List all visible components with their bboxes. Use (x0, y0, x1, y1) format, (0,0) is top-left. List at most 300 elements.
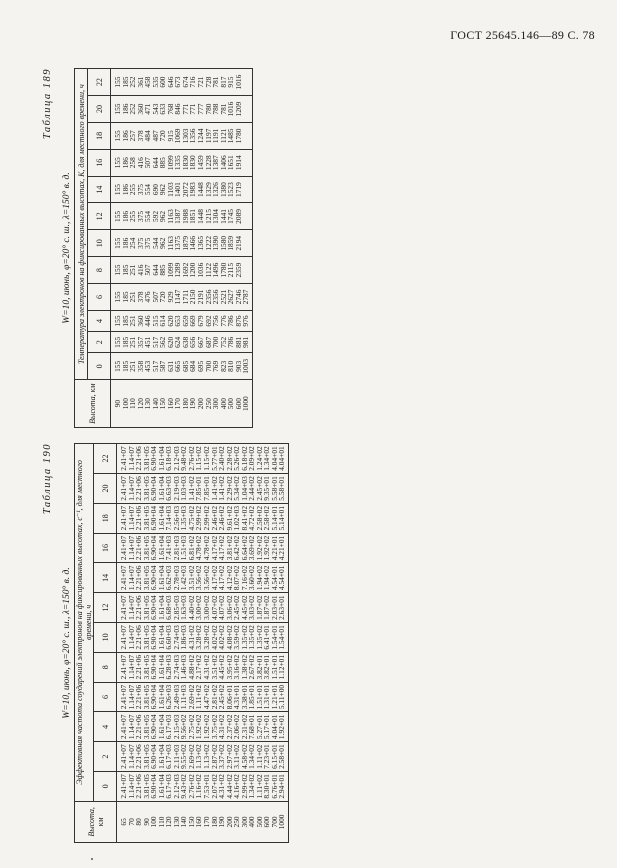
value-cell: 1.61+04 (158, 652, 166, 682)
value-cell: 7.23+01 (263, 742, 271, 772)
value-cell: 4.78+02 (203, 533, 211, 563)
time-header: 8 (88, 257, 111, 284)
value-cell: 1.11+02 (256, 772, 264, 802)
value-cell: 3.95+02 (226, 652, 234, 682)
value-cell: 4.72+02 (248, 503, 256, 533)
value-cell: 1496 (212, 257, 220, 284)
altitude-cell: 100 (150, 801, 158, 842)
value-cell: 885 (159, 149, 167, 176)
value-cell: 4.54+01 (278, 563, 288, 593)
table-row (117, 444, 128, 843)
value-cell: 2.76+02 (188, 444, 196, 474)
value-cell: 375 (137, 176, 145, 203)
value-cell: 2.85+03 (173, 593, 181, 623)
value-cell: 1.61+04 (158, 503, 166, 533)
value-cell: 644 (152, 257, 160, 284)
value-cell: 2.56+03 (173, 503, 181, 533)
value-cell: 9.55+02 (180, 742, 188, 772)
value-cell: 6.64+02 (241, 533, 249, 563)
value-cell: 1830 (182, 149, 190, 176)
value-cell: 186 (122, 122, 130, 149)
altitude-cell: 90 (143, 801, 151, 842)
value-cell: 6.90+04 (150, 503, 158, 533)
value-cell: 903 (235, 353, 243, 380)
value-cell: 258 (129, 149, 137, 176)
table-title: W=10, июнь, φ=20° с. ш., λ=150° в. д. (62, 567, 72, 719)
altitude-cell: 100 (122, 380, 130, 428)
time-header: 2 (94, 742, 117, 772)
value-cell: 4.44+02 (226, 772, 234, 802)
value-cell: 4.31+01 (233, 682, 241, 712)
value-cell: 6.90+04 (150, 772, 158, 802)
value-cell: 929 (167, 284, 175, 311)
value-cell: 1.35+03 (180, 503, 188, 533)
value-cell: 3.81+02 (226, 533, 234, 563)
value-cell: 1.14+07 (128, 682, 136, 712)
value-cell: 251 (129, 257, 137, 284)
value-cell: 8.07+02 (233, 563, 241, 593)
value-cell: 6.90+04 (150, 682, 158, 712)
value-cell: 3.81+05 (143, 444, 151, 474)
value-cell: 786 (227, 332, 235, 353)
value-cell: 2191 (197, 284, 205, 311)
value-cell: 885 (159, 257, 167, 284)
value-cell: 155 (111, 69, 122, 96)
value-cell: 3.06+02 (226, 593, 234, 623)
value-cell: 357 (137, 332, 145, 353)
value-cell: 4.04+01 (278, 444, 288, 474)
time-header: 10 (94, 623, 117, 653)
altitude-cell: 130 (144, 380, 152, 428)
table-label: Таблица 189 (42, 68, 53, 140)
table-row (111, 69, 122, 428)
value-cell: 2.46+02 (211, 503, 219, 533)
value-cell: 631 (167, 353, 175, 380)
value-cell: 2521 (220, 284, 228, 311)
value-cell: 6.62+03 (165, 563, 173, 593)
value-cell: 3.56+02 (203, 563, 211, 593)
time-header: 20 (94, 474, 117, 504)
value-cell: 1.16+02 (195, 772, 203, 802)
value-cell: 768 (167, 96, 175, 123)
value-cell: 1099 (167, 257, 175, 284)
value-cell: 1329 (205, 176, 213, 203)
value-cell: 1.11+02 (195, 682, 203, 712)
altitude-cell: 130 (173, 801, 181, 842)
value-cell: 1303 (182, 122, 190, 149)
value-cell: 186 (122, 176, 130, 203)
value-cell: 2.12+03 (173, 444, 181, 474)
value-cell: 5.77+01 (211, 444, 219, 474)
value-cell: 1.92+02 (263, 533, 271, 563)
value-cell (242, 203, 252, 230)
value-cell: 981 (242, 332, 252, 353)
table-label: Таблица 190 (42, 443, 53, 515)
altitude-cell: 150 (188, 801, 196, 842)
value-cell: 3.59+02 (233, 623, 241, 653)
value-cell: 1.61+04 (158, 772, 166, 802)
value-cell: 1.61+04 (158, 742, 166, 772)
value-cell: 155 (111, 122, 122, 149)
value-cell: 2356 (212, 284, 220, 311)
altitude-cell: 65 (117, 801, 128, 842)
value-cell: 3.82+01 (263, 652, 271, 682)
value-cell: 186 (122, 149, 130, 176)
value-cell: 507 (152, 284, 160, 311)
value-cell: 1036 (197, 257, 205, 284)
value-cell: 3.11+02 (233, 742, 241, 772)
altitude-cell: 120 (165, 801, 173, 842)
value-cell: 876 (235, 310, 243, 331)
value-cell: 6.90+04 (150, 623, 158, 653)
value-cell: 1.14+07 (128, 772, 136, 802)
value-cell: 669 (189, 310, 197, 331)
value-cell: 517 (152, 353, 160, 380)
altitude-cell: 170 (174, 380, 182, 428)
value-cell: 252 (129, 96, 137, 123)
value-cell: 4.08+02 (226, 623, 234, 653)
value-cell: 3.81+05 (143, 474, 151, 504)
value-cell: 1.24+02 (256, 444, 264, 474)
table-body (117, 444, 289, 843)
value-cell: 155 (111, 310, 122, 331)
value-cell: 2.21+06 (135, 474, 143, 504)
value-cell: 562 (159, 332, 167, 353)
value-cell: 3.81+05 (143, 593, 151, 623)
table-189-block (42, 68, 253, 428)
value-cell: 2.21+06 (135, 444, 143, 474)
value-cell: 4.02+02 (218, 623, 226, 653)
value-cell: 535 (152, 69, 160, 96)
value-cell: 2.99+02 (195, 503, 203, 533)
value-cell: 6.17+03 (165, 712, 173, 742)
value-cell: 2.21+06 (135, 712, 143, 742)
altitude-cell: 400 (248, 801, 256, 842)
value-cell: 4.31+02 (218, 772, 226, 802)
time-header: 22 (94, 444, 117, 474)
value-cell: 6.18+03 (165, 444, 173, 474)
altitude-cell: 200 (197, 380, 205, 428)
value-cell: 653 (174, 310, 182, 331)
value-cell: 1209 (235, 96, 243, 123)
altitude-cell: 170 (203, 801, 211, 842)
value-cell: 1.46+03 (180, 652, 188, 682)
value-cell: 2787 (242, 284, 252, 311)
value-cell: 2.58+02 (263, 503, 271, 533)
value-cell: 1859 (227, 230, 235, 257)
table-body (111, 69, 253, 428)
value-cell: 2.41+07 (117, 772, 128, 802)
value-cell: 185 (122, 257, 130, 284)
value-cell: 3.38+01 (241, 682, 249, 712)
value-cell: 2.87+02 (211, 742, 219, 772)
table-row (242, 69, 252, 428)
value-cell: 2.21+06 (135, 682, 143, 712)
value-cell: 656 (189, 332, 197, 353)
value-cell: 7.41+03 (165, 533, 173, 563)
value-cell: 2.31+02 (241, 712, 249, 742)
value-cell: 644 (152, 149, 160, 176)
value-cell: 7.68+01 (248, 712, 256, 742)
value-cell: 2.69+02 (188, 742, 196, 772)
value-cell: 4.54+01 (271, 563, 279, 593)
value-cell: 2.09+02 (248, 444, 256, 474)
altitude-cell: 190 (189, 380, 197, 428)
value-cell: 823 (220, 353, 228, 380)
value-cell: 2.41+07 (117, 563, 128, 593)
value-cell: 4.47+02 (203, 682, 211, 712)
value-cell: 4.07+02 (211, 593, 219, 623)
value-cell: 7.85+01 (203, 474, 211, 504)
value-cell: 716 (189, 69, 197, 96)
altitude-cell: 250 (205, 380, 213, 428)
value-cell: 1.21+01 (271, 682, 279, 712)
value-cell: 251 (129, 332, 137, 353)
time-header: 14 (88, 176, 111, 203)
value-cell: 1380 (220, 176, 228, 203)
value-cell: 507 (144, 257, 152, 284)
value-cell: 1390 (212, 230, 220, 257)
value-cell: 1215 (205, 203, 213, 230)
value-cell: 375 (137, 230, 145, 257)
value-cell: 846 (174, 96, 182, 123)
value-cell: 2.74+03 (173, 652, 181, 682)
value-cell (242, 149, 252, 176)
value-cell: 446 (144, 310, 152, 331)
value-cell: 2194 (235, 230, 243, 257)
value-cell (242, 230, 252, 257)
value-cell: 1.14+07 (128, 563, 136, 593)
value-cell: 5.14+01 (278, 503, 288, 533)
value-cell: 659 (182, 310, 190, 331)
altitude-cell: 90 (111, 380, 122, 428)
value-cell: 2.41+07 (117, 712, 128, 742)
time-header: 6 (94, 682, 117, 712)
value-cell: 2089 (235, 203, 243, 230)
value-cell: 620 (167, 310, 175, 331)
time-header: 16 (88, 149, 111, 176)
value-cell: 4.02+02 (211, 623, 219, 653)
value-cell: 771 (182, 96, 190, 123)
value-cell: 1122 (205, 257, 213, 284)
value-cell: 5.27+01 (256, 712, 264, 742)
value-cell: 4.75+02 (188, 503, 196, 533)
value-cell: 1.03+03 (180, 474, 188, 504)
value-cell: 777 (197, 96, 205, 123)
value-cell: 752 (220, 332, 228, 353)
value-cell: 2.97+02 (226, 742, 234, 772)
value-cell: 2.21+06 (135, 533, 143, 563)
data-table (74, 443, 289, 843)
value-cell: 375 (144, 230, 152, 257)
value-cell: 2.99+02 (203, 503, 211, 533)
value-cell: 155 (111, 149, 122, 176)
value-cell: 1365 (197, 230, 205, 257)
value-cell: 6.90+04 (150, 563, 158, 593)
value-cell: 674 (182, 69, 190, 96)
value-cell: 1.14+07 (128, 444, 136, 474)
value-cell: 1.14+07 (128, 474, 136, 504)
value-cell: 6.15+01 (271, 742, 279, 772)
altitude-cell: 500 (227, 380, 235, 428)
value-cell: 1222 (205, 230, 213, 257)
value-cell: 1441 (220, 203, 228, 230)
altitude-cell: 300 (241, 801, 249, 842)
value-cell: 2.21+06 (135, 563, 143, 593)
value-cell: 3.56+02 (195, 563, 203, 593)
value-cell: 2.21+06 (135, 742, 143, 772)
value-cell: 360 (137, 96, 145, 123)
altitude-cell: 250 (233, 801, 241, 842)
time-header: 12 (88, 203, 111, 230)
value-cell: 1387 (174, 203, 182, 230)
altitude-cell: 200 (226, 801, 234, 842)
value-cell: 685 (182, 353, 190, 380)
value-cell: 2746 (235, 284, 243, 311)
value-cell: 2.81+03 (173, 533, 181, 563)
value-cell: 781 (212, 69, 220, 96)
value-cell: 155 (111, 230, 122, 257)
time-header-row (88, 69, 111, 428)
value-cell: 1.15+02 (195, 444, 203, 474)
value-cell: 1.61+04 (158, 712, 166, 742)
value-cell: 6.28+03 (165, 652, 173, 682)
value-cell: 1289 (174, 257, 182, 284)
value-cell (242, 122, 252, 149)
value-cell: 1.13+02 (195, 742, 203, 772)
value-cell: 624 (174, 332, 182, 353)
value-cell: 771 (189, 96, 197, 123)
altitude-cell: 190 (218, 801, 226, 842)
value-cell: 1375 (174, 230, 182, 257)
value-cell: 185 (122, 332, 130, 353)
value-cell: 684 (189, 353, 197, 380)
value-cell: 2.45+02 (256, 474, 264, 504)
value-cell: 700 (205, 353, 213, 380)
value-cell: 2.06+02 (233, 712, 241, 742)
value-cell: 2.21+06 (135, 772, 143, 802)
value-cell (242, 69, 252, 96)
value-cell: 6.41+01 (263, 623, 271, 653)
value-cell: 186 (122, 203, 130, 230)
value-cell: 614 (159, 310, 167, 331)
value-cell: 1780 (235, 122, 243, 149)
value-cell: 360 (137, 310, 145, 331)
altitude-cell: 180 (182, 380, 190, 428)
value-cell: 2.21+06 (135, 593, 143, 623)
value-cell: 679 (197, 310, 205, 331)
time-header: 16 (94, 533, 117, 563)
value-cell: 507 (144, 149, 152, 176)
value-cell: 451 (144, 332, 152, 353)
altitude-cell: 110 (129, 380, 137, 428)
value-cell: 255 (129, 203, 137, 230)
value-cell: 1719 (235, 176, 243, 203)
value-cell: 4.17+02 (211, 533, 219, 563)
value-cell: 554 (144, 203, 152, 230)
value-cell: 1069 (174, 122, 182, 149)
value-cell: 592 (152, 203, 160, 230)
value-cell: 1448 (197, 203, 205, 230)
value-cell: 487 (152, 122, 160, 149)
value-cell: 633 (159, 96, 167, 123)
value-cell: 8.30+01 (263, 772, 271, 802)
value-cell: 3.75+02 (211, 712, 219, 742)
table-title: W=10, июнь, φ=20° с. ш., λ=150° в. д. (62, 172, 72, 324)
value-cell: 484 (144, 122, 152, 149)
value-cell: 915 (167, 122, 175, 149)
value-cell: 255 (129, 176, 137, 203)
value-cell: 1099 (167, 149, 175, 176)
value-cell: 5.11+00 (278, 682, 288, 712)
value-cell: 155 (111, 203, 122, 230)
value-cell: 3.00+02 (195, 593, 203, 623)
value-cell: 4.17+02 (218, 563, 226, 593)
value-cell: 1.86+03 (180, 623, 188, 653)
value-cell: 1.94+02 (256, 563, 264, 593)
value-cell: 8.41+02 (241, 503, 249, 533)
value-cell: 786 (227, 310, 235, 331)
value-cell: 2.76+02 (188, 772, 196, 802)
value-cell: 976 (242, 310, 252, 331)
value-cell: 2.41+07 (117, 623, 128, 653)
value-cell: 756 (212, 310, 220, 331)
value-cell: 1228 (205, 149, 213, 176)
value-cell: 1326 (212, 176, 220, 203)
value-cell: 1.92+02 (256, 533, 264, 563)
value-cell: 1.87+02 (256, 593, 264, 623)
value-cell: 6.63+03 (165, 474, 173, 504)
value-cell: 673 (174, 69, 182, 96)
value-cell: 1121 (220, 122, 228, 149)
value-cell: 6.90+04 (150, 712, 158, 742)
value-cell: 3.81+05 (143, 772, 151, 802)
value-cell: 2.44+02 (248, 474, 256, 504)
value-cell: 962 (159, 203, 167, 230)
altitude-cell: 700 (271, 801, 279, 842)
altitude-cell: 160 (195, 801, 203, 842)
value-cell: 6.26+03 (165, 682, 173, 712)
altitude-cell: 150 (159, 380, 167, 428)
value-cell: 4.31+02 (218, 712, 226, 742)
value-cell: 3.81+05 (143, 742, 151, 772)
value-cell: 6.60+03 (165, 623, 173, 653)
value-cell: 1.51+03 (180, 533, 188, 563)
value-cell: 1406 (220, 149, 228, 176)
value-cell: 544 (152, 230, 160, 257)
value-cell: 5.26+02 (233, 444, 241, 474)
value-cell: 2.29+02 (226, 474, 234, 504)
altitude-header: Высота, км (75, 380, 111, 428)
value-cell: 1.34+02 (263, 444, 271, 474)
value-cell: 7.53+01 (203, 772, 211, 802)
value-cell: 4.21+01 (278, 533, 288, 563)
value-cell: 1.41+02 (211, 474, 219, 504)
value-cell: 4.04+01 (271, 712, 279, 742)
value-cell: 2.17+02 (195, 652, 203, 682)
value-cell: 1745 (227, 203, 235, 230)
altitude-cell: 140 (180, 801, 188, 842)
value-cell: 1448 (197, 176, 205, 203)
value-cell: 1.14+07 (128, 712, 136, 742)
value-cell: 2.58+01 (278, 742, 288, 772)
value-cell: 2.58+02 (256, 503, 264, 533)
value-cell: 1.12+01 (278, 652, 288, 682)
value-cell: 2150 (189, 284, 197, 311)
altitude-cell: 600 (235, 380, 243, 428)
value-cell: 810 (227, 353, 235, 380)
value-cell: 361 (137, 69, 145, 96)
